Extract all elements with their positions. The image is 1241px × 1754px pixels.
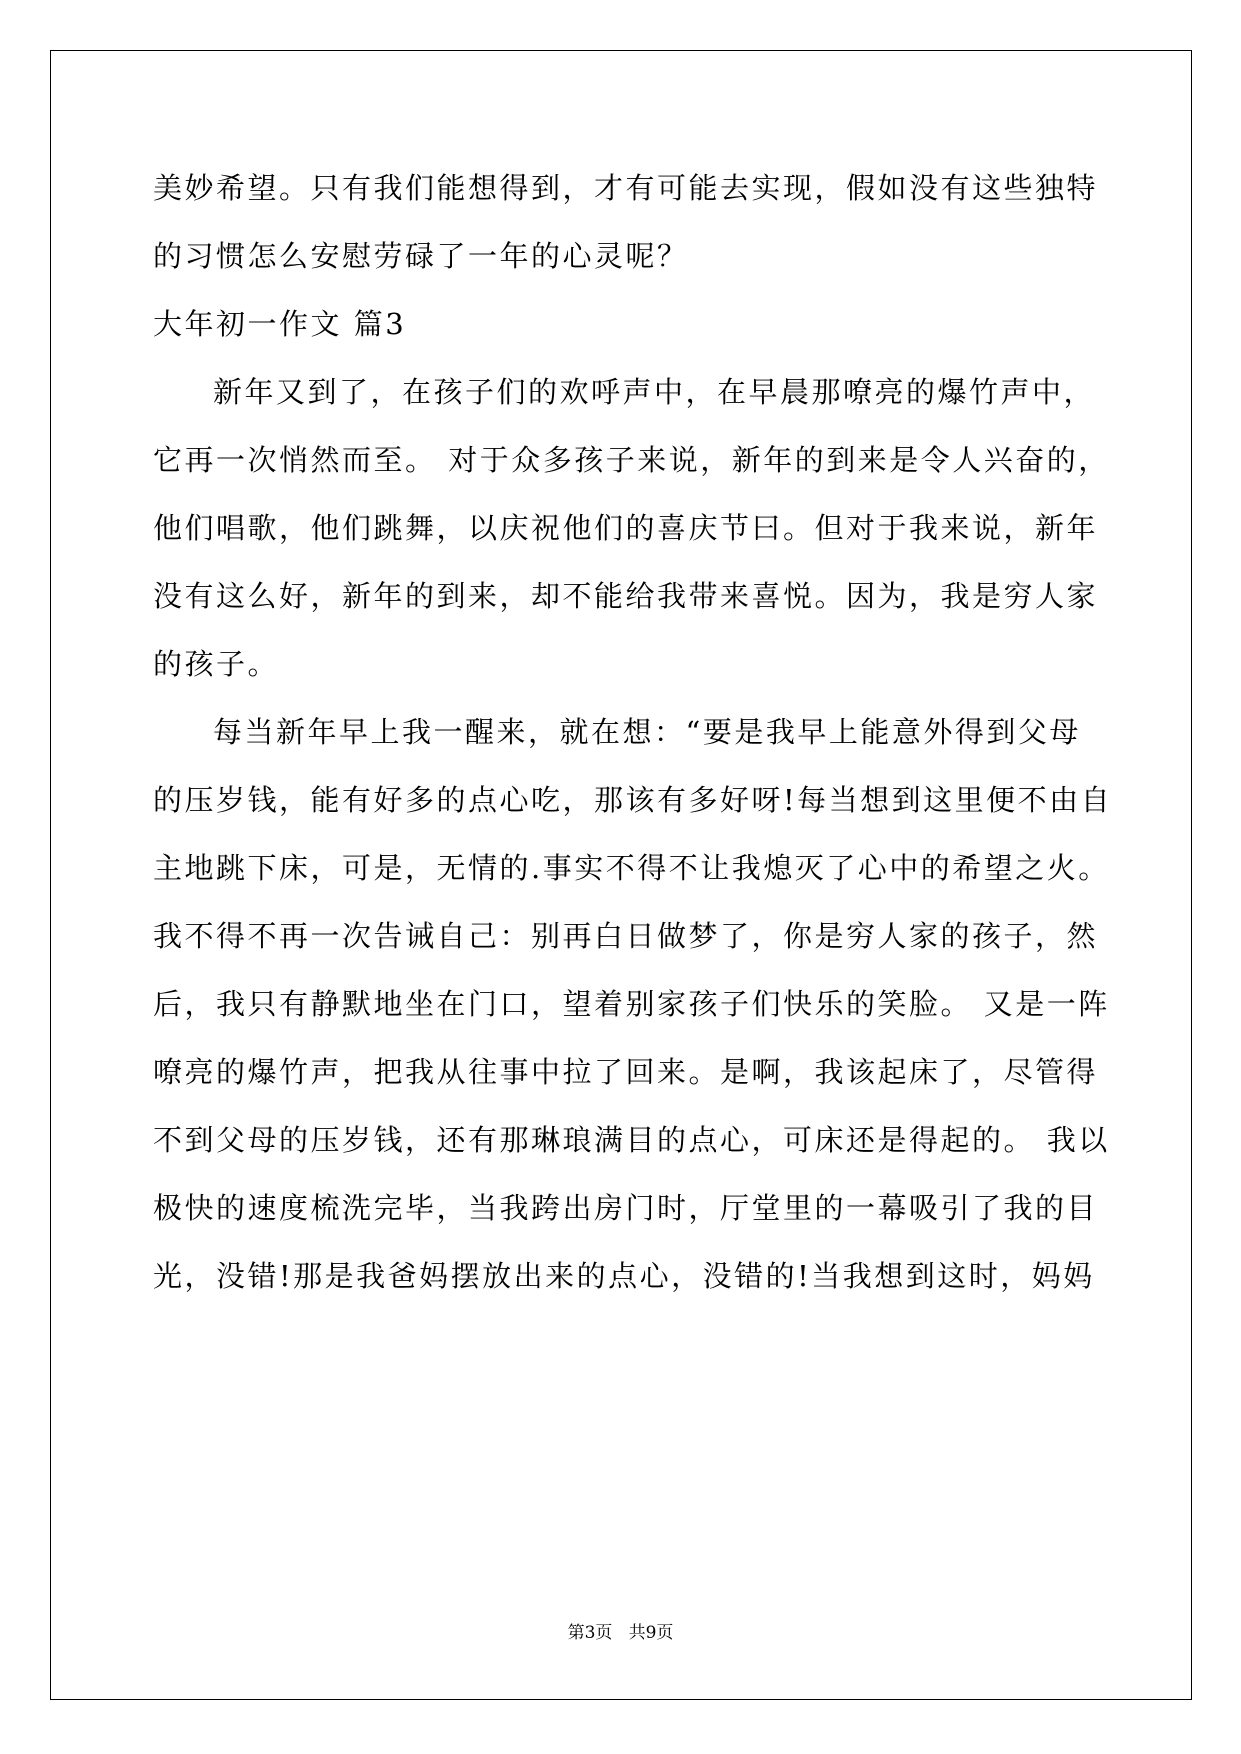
- text-line-7: 的孩子。: [153, 647, 280, 681]
- text-line-12: 后，我只有静默地坐在门口，望着别家孩子们快乐的笑脸。 又是一阵: [153, 987, 1110, 1021]
- text-line-5: 他们唱歌，他们跳舞，以庆祝他们的喜庆节曰。但对于我来说，新年: [153, 511, 1099, 545]
- text-line-13: 嘹亮的爆竹声，把我从往事中拉了回来。是啊，我该起床了，尽管得: [153, 1055, 1099, 1089]
- text-line-9: 的压岁钱，能有好多的点心吃，那该有多好呀!每当想到这里便不由自: [153, 783, 1113, 817]
- section-heading: 大年初一作文 篇3: [153, 307, 407, 341]
- text-line-14: 不到父母的压岁钱，还有那琳琅满目的点心，可床还是得起的。 我以: [153, 1123, 1110, 1157]
- text-line-6: 没有这么好，新年的到来，却不能给我带来喜悦。因为，我是穷人家: [153, 579, 1099, 613]
- text-line-11: 我不得不再一次告诫自己：别再白日做梦了，你是穷人家的孩子，然: [153, 919, 1099, 953]
- page-number-label: 第3页 共9页: [567, 1623, 674, 1643]
- text-line-3: 新年又到了，在孩子们的欢呼声中，在早晨那嘹亮的爆竹声中，: [213, 375, 1096, 409]
- page-footer: [0, 1618, 1241, 1643]
- text-line-1: 美妙希望。只有我们能想得到，才有可能去实现，假如没有这些独特: [153, 171, 1099, 205]
- text-line-16: 光，没错!那是我爸妈摆放出来的点心，没错的!当我想到这时，妈妈: [153, 1259, 1095, 1293]
- text-line-2: 的习惯怎么安慰劳碌了一年的心灵呢？: [153, 239, 689, 273]
- text-line-15: 极快的速度梳洗完毕，当我跨出房门时，厅堂里的一幕吸引了我的目: [153, 1191, 1099, 1225]
- text-line-4: 它再一次悄然而至。 对于众多孩子来说，新年的到来是令人兴奋的，: [153, 443, 1110, 477]
- text-line-8: 每当新年早上我一醒来，就在想：“要是我早上能意外得到父母: [213, 715, 1081, 749]
- text-line-10: 主地跳下床，可是，无情的.事实不得不让我熄灭了心中的希望之火。: [153, 851, 1110, 885]
